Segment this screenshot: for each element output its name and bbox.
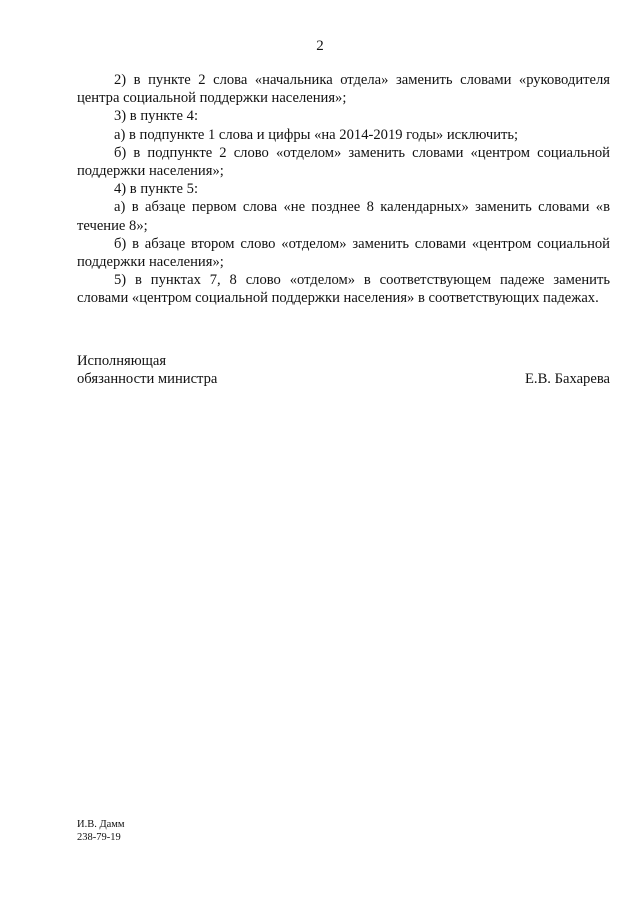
paragraph-subitem-4b: б) в абзаце втором слово «отделом» заменить словами «центром социальной поддержки населения»; [77, 235, 610, 271]
paragraph-item-4: 4) в пункте 5: [114, 181, 199, 198]
executor-phone: 238-79-19 [77, 832, 121, 843]
executor-footer [77, 818, 125, 844]
document-body [77, 71, 610, 308]
signatory-position-line1: Исполняющая [77, 353, 167, 369]
signature-row [77, 370, 610, 388]
paragraph-item-2: 2) в пункте 2 слова «начальника отдела» заменить словами «руководителя центра социальной поддержки населения»; [77, 72, 610, 107]
paragraph-item-3: 3) в пункте 4: [114, 108, 199, 125]
signatory-position-line2: обязанности министра [77, 371, 218, 388]
paragraph-subitem-3a: а) в подпункте 1 слова и цифры «на 2014-2019 годы» исключить; [114, 126, 519, 143]
executor-name: И.В. Дамм [77, 819, 125, 830]
paragraph-subitem-4a: а) в абзаце первом слова «не позднее 8 календарных» заменить словами «в течение 8»; [77, 199, 610, 234]
page-number: 2 [316, 38, 324, 54]
signatory-name: Е.В. Бахарева [525, 371, 610, 388]
paragraph-subitem-3b: б) в подпункте 2 слово «отделом» заменить словами «центром социальной поддержки населения»; [77, 144, 610, 180]
signature-block [77, 352, 610, 388]
paragraph-item-5: 5) в пунктах 7, 8 слово «отделом» в соответствующем падеже заменить словами «центром социальной поддержки населения» в соответствующих падежах. [77, 272, 610, 307]
